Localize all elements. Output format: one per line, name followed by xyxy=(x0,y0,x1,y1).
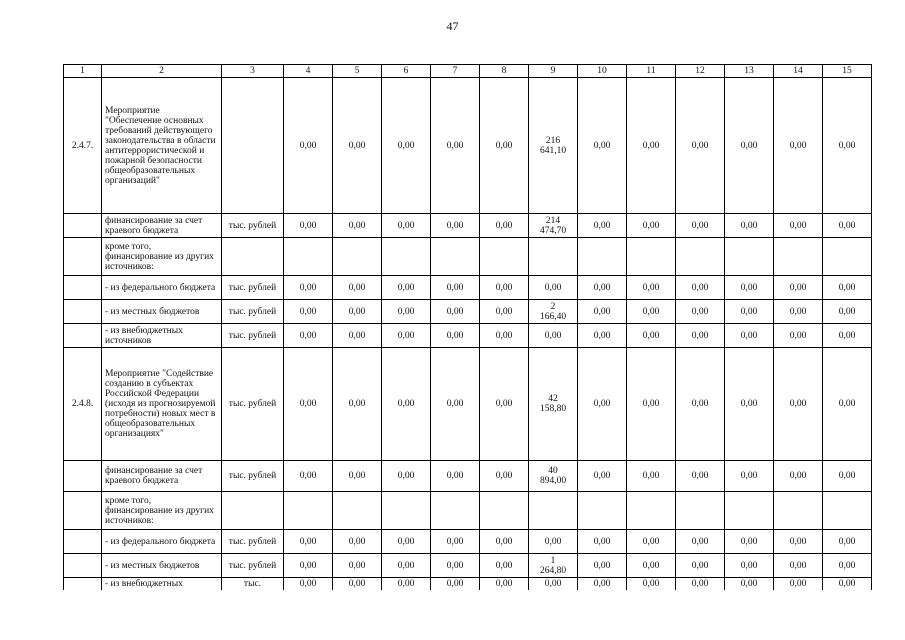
unit-cell: тыс. xyxy=(222,578,284,590)
table-row xyxy=(64,324,872,348)
value-cell xyxy=(578,492,627,530)
value-cell: 0,00 xyxy=(578,530,627,554)
value-cell: 0,00 xyxy=(774,530,823,554)
value-cell: 0,00 xyxy=(578,461,627,492)
value-cell: 0,00 xyxy=(627,300,676,324)
value-cell: 0,00 xyxy=(823,348,872,461)
value-cell: 0,00 xyxy=(333,530,382,554)
value-cell xyxy=(529,238,578,276)
unit-cell: тыс. рублей xyxy=(222,461,284,492)
value-cell: 0,00 xyxy=(284,461,333,492)
value-cell: 0,00 xyxy=(627,348,676,461)
description-cell: Мероприятие "Обеспечение основных требований действующего законодательства в области антитеррористической и пожарной безопасности общеобразовательных организаций" xyxy=(102,78,222,214)
table-row xyxy=(64,214,872,238)
value-cell: 0,00 xyxy=(774,78,823,214)
value-cell: 0,00 xyxy=(529,578,578,590)
value-cell: 0,00 xyxy=(480,461,529,492)
column-header: 9 xyxy=(529,65,578,78)
description-cell: финансирование за счет краевого бюджета xyxy=(102,461,222,492)
value-cell: 0,00 xyxy=(823,554,872,578)
value-cell: 0,00 xyxy=(382,276,431,300)
value-cell: 0,00 xyxy=(284,214,333,238)
value-cell: 0,00 xyxy=(823,214,872,238)
value-cell: 0,00 xyxy=(578,214,627,238)
value-cell: 0,00 xyxy=(333,554,382,578)
item-code-cell xyxy=(64,492,102,530)
item-code-cell xyxy=(64,324,102,348)
value-cell: 0,00 xyxy=(431,530,480,554)
value-cell: 0,00 xyxy=(382,214,431,238)
value-cell: 214 474,70 xyxy=(529,214,578,238)
description-cell: - из местных бюджетов xyxy=(102,300,222,324)
value-cell: 0,00 xyxy=(676,554,725,578)
value-cell: 0,00 xyxy=(529,276,578,300)
value-cell xyxy=(382,238,431,276)
value-cell: 0,00 xyxy=(431,300,480,324)
value-cell: 0,00 xyxy=(676,276,725,300)
value-cell: 0,00 xyxy=(284,276,333,300)
value-cell: 0,00 xyxy=(480,276,529,300)
value-cell xyxy=(823,492,872,530)
column-header: 14 xyxy=(774,65,823,78)
unit-cell xyxy=(222,492,284,530)
value-cell: 0,00 xyxy=(382,300,431,324)
value-cell: 0,00 xyxy=(676,78,725,214)
value-cell: 0,00 xyxy=(431,214,480,238)
value-cell: 0,00 xyxy=(676,300,725,324)
value-cell: 0,00 xyxy=(578,276,627,300)
table-row xyxy=(64,492,872,530)
column-header: 3 xyxy=(222,65,284,78)
value-cell xyxy=(333,492,382,530)
value-cell: 0,00 xyxy=(431,324,480,348)
unit-cell: тыс. рублей xyxy=(222,276,284,300)
value-cell: 0,00 xyxy=(529,324,578,348)
value-cell: 0,00 xyxy=(578,554,627,578)
value-cell: 0,00 xyxy=(382,461,431,492)
value-cell: 1 264,80 xyxy=(529,554,578,578)
value-cell: 0,00 xyxy=(284,78,333,214)
value-cell: 0,00 xyxy=(823,300,872,324)
value-cell: 0,00 xyxy=(725,530,774,554)
value-cell: 0,00 xyxy=(333,276,382,300)
table-row xyxy=(64,238,872,276)
value-cell: 0,00 xyxy=(333,461,382,492)
column-header: 13 xyxy=(725,65,774,78)
value-cell: 0,00 xyxy=(627,530,676,554)
value-cell xyxy=(725,238,774,276)
value-cell: 0,00 xyxy=(627,578,676,590)
value-cell: 0,00 xyxy=(725,78,774,214)
item-code-cell xyxy=(64,554,102,578)
value-cell xyxy=(823,238,872,276)
value-cell: 0,00 xyxy=(431,276,480,300)
column-header: 6 xyxy=(382,65,431,78)
value-cell: 0,00 xyxy=(333,214,382,238)
unit-cell: тыс. рублей xyxy=(222,324,284,348)
column-header: 1 xyxy=(64,65,102,78)
value-cell xyxy=(333,238,382,276)
value-cell: 0,00 xyxy=(578,578,627,590)
item-code-cell xyxy=(64,530,102,554)
item-code-cell xyxy=(64,578,102,590)
value-cell: 0,00 xyxy=(627,554,676,578)
value-cell: 0,00 xyxy=(480,530,529,554)
column-header: 4 xyxy=(284,65,333,78)
value-cell: 0,00 xyxy=(725,214,774,238)
value-cell xyxy=(627,492,676,530)
value-cell: 0,00 xyxy=(480,300,529,324)
value-cell: 0,00 xyxy=(284,554,333,578)
value-cell: 0,00 xyxy=(676,578,725,590)
item-code-cell xyxy=(64,461,102,492)
value-cell xyxy=(431,492,480,530)
item-code-cell: 2.4.7. xyxy=(64,78,102,214)
value-cell xyxy=(725,492,774,530)
value-cell: 0,00 xyxy=(431,78,480,214)
budget-table xyxy=(63,64,872,590)
value-cell: 0,00 xyxy=(382,554,431,578)
description-cell: - из внебюджетных источников xyxy=(102,324,222,348)
value-cell: 0,00 xyxy=(480,554,529,578)
value-cell: 0,00 xyxy=(431,554,480,578)
column-header: 7 xyxy=(431,65,480,78)
value-cell: 0,00 xyxy=(333,348,382,461)
value-cell xyxy=(676,238,725,276)
value-cell: 0,00 xyxy=(480,348,529,461)
value-cell: 0,00 xyxy=(823,276,872,300)
value-cell: 0,00 xyxy=(480,324,529,348)
description-cell: - из федерального бюджета xyxy=(102,530,222,554)
table-row xyxy=(64,276,872,300)
item-code-cell xyxy=(64,276,102,300)
value-cell: 0,00 xyxy=(676,461,725,492)
value-cell: 0,00 xyxy=(480,214,529,238)
value-cell: 0,00 xyxy=(382,578,431,590)
value-cell: 0,00 xyxy=(823,578,872,590)
description-cell: - из федерального бюджета xyxy=(102,276,222,300)
value-cell: 40 894,00 xyxy=(529,461,578,492)
value-cell: 0,00 xyxy=(725,276,774,300)
table-row xyxy=(64,530,872,554)
value-cell: 0,00 xyxy=(382,530,431,554)
value-cell xyxy=(284,492,333,530)
value-cell: 0,00 xyxy=(774,300,823,324)
description-cell: кроме того, финансирование из других источников: xyxy=(102,492,222,530)
value-cell: 0,00 xyxy=(627,461,676,492)
value-cell: 0,00 xyxy=(480,578,529,590)
value-cell: 0,00 xyxy=(823,78,872,214)
description-cell: кроме того, финансирование из других источников: xyxy=(102,238,222,276)
value-cell: 0,00 xyxy=(823,530,872,554)
unit-cell xyxy=(222,238,284,276)
value-cell: 0,00 xyxy=(774,578,823,590)
table-row xyxy=(64,554,872,578)
value-cell xyxy=(431,238,480,276)
table-row xyxy=(64,578,872,590)
table-row xyxy=(64,348,872,461)
value-cell: 2 166,40 xyxy=(529,300,578,324)
value-cell xyxy=(578,238,627,276)
column-header: 11 xyxy=(627,65,676,78)
value-cell: 0,00 xyxy=(627,324,676,348)
value-cell xyxy=(627,238,676,276)
value-cell: 42 158,80 xyxy=(529,348,578,461)
description-cell: Мероприятие "Содействие созданию в субъектах Российской Федерации (исходя из прогнозируемой потребности) новых мест в общеобразовательных организациях" xyxy=(102,348,222,461)
value-cell: 216 641,10 xyxy=(529,78,578,214)
value-cell xyxy=(284,238,333,276)
value-cell: 0,00 xyxy=(431,578,480,590)
value-cell: 0,00 xyxy=(774,348,823,461)
description-cell: - из внебюджетных xyxy=(102,578,222,590)
value-cell: 0,00 xyxy=(431,461,480,492)
value-cell: 0,00 xyxy=(578,300,627,324)
value-cell: 0,00 xyxy=(676,348,725,461)
value-cell: 0,00 xyxy=(382,324,431,348)
value-cell: 0,00 xyxy=(382,348,431,461)
value-cell: 0,00 xyxy=(725,324,774,348)
column-header: 10 xyxy=(578,65,627,78)
value-cell: 0,00 xyxy=(774,461,823,492)
value-cell: 0,00 xyxy=(627,78,676,214)
value-cell: 0,00 xyxy=(578,78,627,214)
value-cell: 0,00 xyxy=(529,530,578,554)
value-cell: 0,00 xyxy=(627,276,676,300)
table-row xyxy=(64,300,872,324)
unit-cell: тыс. рублей xyxy=(222,214,284,238)
value-cell: 0,00 xyxy=(382,78,431,214)
item-code-cell xyxy=(64,238,102,276)
value-cell xyxy=(774,238,823,276)
value-cell xyxy=(480,492,529,530)
value-cell: 0,00 xyxy=(676,324,725,348)
page-number: 47 xyxy=(446,19,459,33)
table-row xyxy=(64,461,872,492)
value-cell: 0,00 xyxy=(480,78,529,214)
column-header: 2 xyxy=(102,65,222,78)
value-cell: 0,00 xyxy=(725,578,774,590)
value-cell xyxy=(529,492,578,530)
unit-cell: тыс. рублей xyxy=(222,300,284,324)
value-cell xyxy=(676,492,725,530)
value-cell: 0,00 xyxy=(284,324,333,348)
unit-cell: тыс. рублей xyxy=(222,530,284,554)
value-cell: 0,00 xyxy=(774,324,823,348)
value-cell: 0,00 xyxy=(774,214,823,238)
unit-cell: тыс. рублей xyxy=(222,348,284,461)
description-cell: - из местных бюджетов xyxy=(102,554,222,578)
value-cell: 0,00 xyxy=(725,348,774,461)
value-cell: 0,00 xyxy=(578,324,627,348)
item-code-cell: 2.4.8. xyxy=(64,348,102,461)
table-row xyxy=(64,78,872,214)
column-header: 5 xyxy=(333,65,382,78)
value-cell: 0,00 xyxy=(284,578,333,590)
value-cell: 0,00 xyxy=(676,214,725,238)
value-cell: 0,00 xyxy=(284,348,333,461)
value-cell: 0,00 xyxy=(333,578,382,590)
value-cell: 0,00 xyxy=(627,214,676,238)
value-cell: 0,00 xyxy=(578,348,627,461)
item-code-cell xyxy=(64,214,102,238)
value-cell: 0,00 xyxy=(333,324,382,348)
unit-cell: тыс. рублей xyxy=(222,554,284,578)
value-cell: 0,00 xyxy=(725,554,774,578)
column-number-row xyxy=(64,65,872,78)
value-cell: 0,00 xyxy=(431,348,480,461)
value-cell: 0,00 xyxy=(774,276,823,300)
item-code-cell xyxy=(64,300,102,324)
value-cell: 0,00 xyxy=(823,461,872,492)
description-cell: финансирование за счет краевого бюджета xyxy=(102,214,222,238)
value-cell xyxy=(382,492,431,530)
value-cell: 0,00 xyxy=(333,78,382,214)
value-cell: 0,00 xyxy=(676,530,725,554)
value-cell xyxy=(774,492,823,530)
value-cell: 0,00 xyxy=(284,300,333,324)
value-cell: 0,00 xyxy=(823,324,872,348)
unit-cell xyxy=(222,78,284,214)
value-cell: 0,00 xyxy=(774,554,823,578)
value-cell: 0,00 xyxy=(284,530,333,554)
value-cell: 0,00 xyxy=(333,300,382,324)
column-header: 8 xyxy=(480,65,529,78)
column-header: 12 xyxy=(676,65,725,78)
column-header: 15 xyxy=(823,65,872,78)
value-cell xyxy=(480,238,529,276)
value-cell: 0,00 xyxy=(725,300,774,324)
value-cell: 0,00 xyxy=(725,461,774,492)
